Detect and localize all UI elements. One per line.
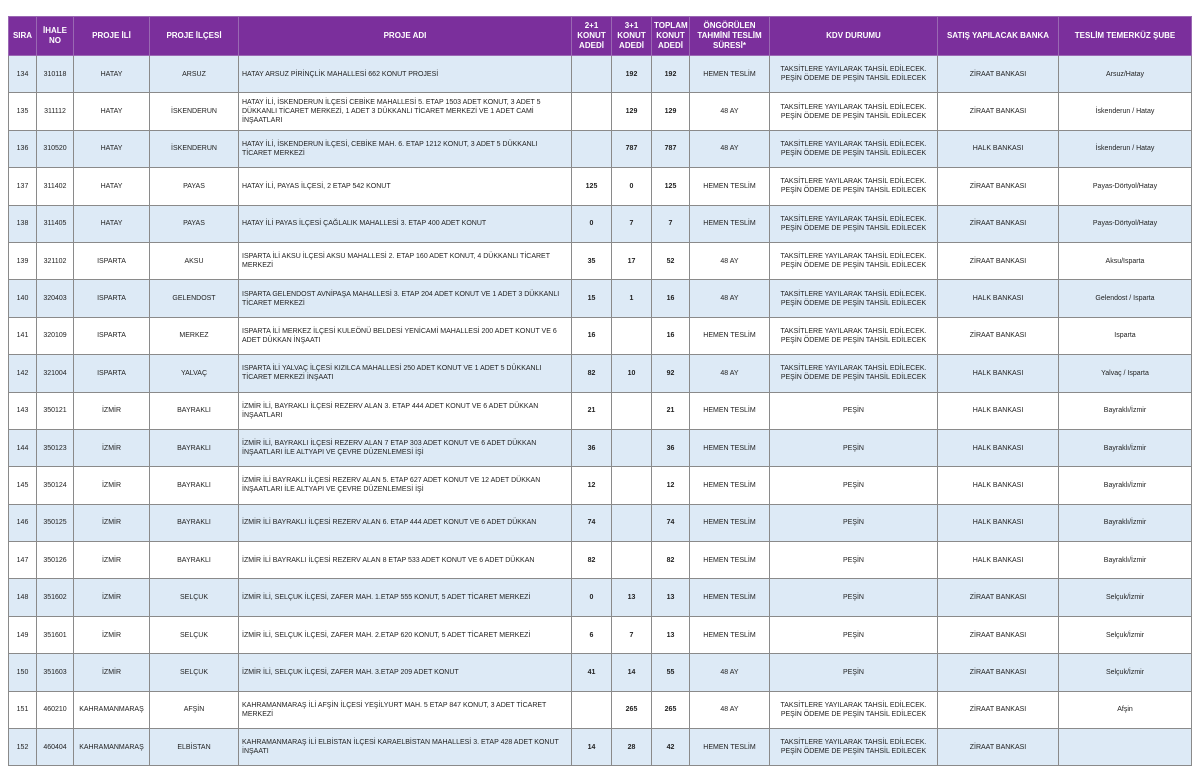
cell-kdv-durumu: PEŞİN (770, 429, 938, 466)
cell-proje-ilcesi: AKSU (150, 242, 239, 279)
cell-sira: 149 (9, 616, 37, 653)
cell-3-1-konut: 7 (612, 616, 652, 653)
cell-sira: 147 (9, 542, 37, 579)
cell-ihale-no: 311112 (37, 93, 74, 130)
cell-teslim-subesi: Aksu/Isparta (1059, 242, 1192, 279)
cell-toplam-konut: 16 (652, 317, 690, 354)
housing-project-table (8, 16, 1192, 766)
cell-3-1-konut: 17 (612, 242, 652, 279)
cell-sira: 150 (9, 654, 37, 691)
cell-ihale-no: 351603 (37, 654, 74, 691)
cell-teslim-subesi (1059, 729, 1192, 766)
cell-ihale-no: 320403 (37, 280, 74, 317)
cell-kdv-durumu: PEŞİN (770, 392, 938, 429)
cell-proje-ilcesi: İSKENDERUN (150, 130, 239, 167)
cell-2-1-konut: 125 (572, 168, 612, 205)
cell-sira: 146 (9, 504, 37, 541)
header-kdv-durumu: KDV DURUMU (770, 17, 938, 56)
cell-toplam-konut: 92 (652, 355, 690, 392)
table-row (9, 616, 1192, 653)
cell-teslim-suresi: HEMEN TESLİM (690, 429, 770, 466)
cell-proje-ili: HATAY (74, 205, 150, 242)
cell-teslim-suresi: HEMEN TESLİM (690, 467, 770, 504)
cell-teslim-subesi: Payas-Dörtyol/Hatay (1059, 168, 1192, 205)
cell-proje-ilcesi: ARSUZ (150, 56, 239, 93)
table-row (9, 317, 1192, 354)
cell-3-1-konut: 13 (612, 579, 652, 616)
cell-proje-ilcesi: BAYRAKLI (150, 392, 239, 429)
header-ihale-no: İHALE NO (37, 17, 74, 56)
header-satis-bankasi: SATIŞ YAPILACAK BANKA (938, 17, 1059, 56)
cell-proje-ili: HATAY (74, 168, 150, 205)
cell-proje-adi: İZMİR İLİ BAYRAKLI İLÇESİ REZERV ALAN 6. ETAP 444 ADET KONUT VE 6 ADET DÜKKAN (239, 504, 572, 541)
cell-ihale-no: 320109 (37, 317, 74, 354)
cell-2-1-konut (572, 691, 612, 728)
cell-2-1-konut: 21 (572, 392, 612, 429)
cell-ihale-no: 350123 (37, 429, 74, 466)
cell-teslim-subesi: Bayraklı/İzmir (1059, 429, 1192, 466)
cell-sira: 134 (9, 56, 37, 93)
housing-project-table-wrapper (8, 16, 1192, 766)
cell-toplam-konut: 265 (652, 691, 690, 728)
table-row (9, 691, 1192, 728)
cell-2-1-konut: 82 (572, 355, 612, 392)
table-row (9, 654, 1192, 691)
cell-sira: 148 (9, 579, 37, 616)
cell-teslim-subesi: Arsuz/Hatay (1059, 56, 1192, 93)
cell-proje-ili: İZMİR (74, 504, 150, 541)
cell-satis-bankasi: ZİRAAT BANKASI (938, 729, 1059, 766)
cell-3-1-konut: 28 (612, 729, 652, 766)
cell-3-1-konut (612, 317, 652, 354)
cell-3-1-konut (612, 467, 652, 504)
cell-proje-ili: ISPARTA (74, 280, 150, 317)
cell-proje-ili: HATAY (74, 56, 150, 93)
table-row (9, 429, 1192, 466)
cell-satis-bankasi: HALK BANKASI (938, 542, 1059, 579)
cell-proje-ilcesi: BAYRAKLI (150, 467, 239, 504)
cell-kdv-durumu: TAKSİTLERE YAYILARAK TAHSİL EDİLECEK. PEŞİN ÖDEME DE PEŞİN TAHSİL EDİLECEK (770, 729, 938, 766)
cell-sira: 144 (9, 429, 37, 466)
cell-teslim-subesi: Bayraklı/İzmir (1059, 467, 1192, 504)
cell-3-1-konut: 1 (612, 280, 652, 317)
cell-teslim-subesi: Selçuk/İzmir (1059, 654, 1192, 691)
cell-proje-ili: HATAY (74, 130, 150, 167)
cell-proje-adi: HATAY İLİ, İSKENDERUN İLÇESİ CEBİKE MAHALLESİ 5. ETAP 1503 ADET KONUT, 3 ADET 5 DÜKKANLI TİCARET MERKEZİ, 1 ADET 3 DÜKKANLI TİCARET MERKEZİ VE 1 ADET CAMİ İNŞAATLARI (239, 93, 572, 130)
cell-proje-ili: ISPARTA (74, 242, 150, 279)
cell-3-1-konut: 14 (612, 654, 652, 691)
cell-satis-bankasi: ZİRAAT BANKASI (938, 579, 1059, 616)
cell-teslim-subesi: Isparta (1059, 317, 1192, 354)
cell-sira: 142 (9, 355, 37, 392)
cell-kdv-durumu: TAKSİTLERE YAYILARAK TAHSİL EDİLECEK. PEŞİN ÖDEME DE PEŞİN TAHSİL EDİLECEK (770, 168, 938, 205)
cell-2-1-konut: 41 (572, 654, 612, 691)
cell-satis-bankasi: ZİRAAT BANKASI (938, 654, 1059, 691)
cell-teslim-suresi: HEMEN TESLİM (690, 504, 770, 541)
cell-2-1-konut: 14 (572, 729, 612, 766)
cell-satis-bankasi: HALK BANKASI (938, 504, 1059, 541)
cell-kdv-durumu: TAKSİTLERE YAYILARAK TAHSİL EDİLECEK. PEŞİN ÖDEME DE PEŞİN TAHSİL EDİLECEK (770, 280, 938, 317)
cell-toplam-konut: 74 (652, 504, 690, 541)
cell-kdv-durumu: TAKSİTLERE YAYILARAK TAHSİL EDİLECEK. PEŞİN ÖDEME DE PEŞİN TAHSİL EDİLECEK (770, 355, 938, 392)
cell-kdv-durumu: PEŞİN (770, 542, 938, 579)
cell-ihale-no: 321102 (37, 242, 74, 279)
cell-3-1-konut: 0 (612, 168, 652, 205)
cell-proje-ili: KAHRAMANMARAŞ (74, 729, 150, 766)
header-teslim-suresi: ÖNGÖRÜLEN TAHMİNİ TESLİM SÜRESİ* (690, 17, 770, 56)
cell-satis-bankasi: HALK BANKASI (938, 280, 1059, 317)
cell-teslim-subesi: Payas-Dörtyol/Hatay (1059, 205, 1192, 242)
cell-ihale-no: 350125 (37, 504, 74, 541)
cell-3-1-konut (612, 429, 652, 466)
cell-2-1-konut: 0 (572, 579, 612, 616)
cell-satis-bankasi: ZİRAAT BANKASI (938, 93, 1059, 130)
table-body (9, 56, 1192, 766)
cell-teslim-subesi: Gelendost / Isparta (1059, 280, 1192, 317)
cell-proje-ilcesi: ELBİSTAN (150, 729, 239, 766)
header-toplam-konut-adedi: TOPLAM KONUT ADEDİ (652, 17, 690, 56)
table-row (9, 130, 1192, 167)
cell-toplam-konut: 12 (652, 467, 690, 504)
cell-satis-bankasi: HALK BANKASI (938, 392, 1059, 429)
cell-proje-ilcesi: İSKENDERUN (150, 93, 239, 130)
cell-3-1-konut (612, 392, 652, 429)
cell-kdv-durumu: TAKSİTLERE YAYILARAK TAHSİL EDİLECEK. PEŞİN ÖDEME DE PEŞİN TAHSİL EDİLECEK (770, 317, 938, 354)
cell-proje-ilcesi: PAYAS (150, 205, 239, 242)
header-proje-ilcesi: PROJE İLÇESİ (150, 17, 239, 56)
cell-proje-ilcesi: SELÇUK (150, 579, 239, 616)
cell-ihale-no: 311402 (37, 168, 74, 205)
cell-ihale-no: 351601 (37, 616, 74, 653)
cell-toplam-konut: 36 (652, 429, 690, 466)
cell-proje-ilcesi: SELÇUK (150, 616, 239, 653)
cell-sira: 152 (9, 729, 37, 766)
cell-kdv-durumu: PEŞİN (770, 654, 938, 691)
cell-2-1-konut: 82 (572, 542, 612, 579)
table-row (9, 542, 1192, 579)
cell-teslim-suresi: 48 AY (690, 355, 770, 392)
table-row (9, 579, 1192, 616)
cell-proje-adi: KAHRAMANMARAŞ İLİ ELBİSTAN İLÇESİ KARAELBİSTAN MAHALLESİ 3. ETAP 428 ADET KONUT İNŞAATI (239, 729, 572, 766)
table-row (9, 205, 1192, 242)
cell-teslim-subesi: Selçuk/İzmir (1059, 616, 1192, 653)
cell-toplam-konut: 52 (652, 242, 690, 279)
header-2-1-konut-adedi: 2+1 KONUT ADEDİ (572, 17, 612, 56)
cell-teslim-subesi: Bayraklı/İzmir (1059, 504, 1192, 541)
cell-teslim-suresi: 48 AY (690, 130, 770, 167)
cell-toplam-konut: 13 (652, 579, 690, 616)
cell-3-1-konut: 192 (612, 56, 652, 93)
cell-toplam-konut: 129 (652, 93, 690, 130)
cell-3-1-konut: 787 (612, 130, 652, 167)
cell-proje-ili: İZMİR (74, 542, 150, 579)
cell-kdv-durumu: PEŞİN (770, 504, 938, 541)
table-row (9, 392, 1192, 429)
cell-ihale-no: 460210 (37, 691, 74, 728)
table-row (9, 168, 1192, 205)
cell-2-1-konut: 35 (572, 242, 612, 279)
cell-toplam-konut: 16 (652, 280, 690, 317)
cell-teslim-subesi: İskenderun / Hatay (1059, 130, 1192, 167)
cell-proje-adi: HATAY İLİ PAYAS İLÇESİ ÇAĞLALIK MAHALLESİ 3. ETAP 400 ADET KONUT (239, 205, 572, 242)
cell-2-1-konut: 12 (572, 467, 612, 504)
cell-teslim-subesi: Afşin (1059, 691, 1192, 728)
cell-proje-adi: HATAY İLİ, PAYAS İLÇESİ, 2 ETAP 542 KONUT (239, 168, 572, 205)
cell-toplam-konut: 787 (652, 130, 690, 167)
cell-proje-adi: İZMİR İLİ, BAYRAKLI İLÇESİ REZERV ALAN 7 ETAP 303 ADET KONUT VE 6 ADET DÜKKAN İNŞAATLARI İLE ALTYAPI VE ÇEVRE DÜZENLEMESİ İŞİ (239, 429, 572, 466)
cell-ihale-no: 460404 (37, 729, 74, 766)
cell-toplam-konut: 55 (652, 654, 690, 691)
cell-kdv-durumu: TAKSİTLERE YAYILARAK TAHSİL EDİLECEK. PEŞİN ÖDEME DE PEŞİN TAHSİL EDİLECEK (770, 93, 938, 130)
cell-2-1-konut: 36 (572, 429, 612, 466)
cell-proje-ilcesi: GELENDOST (150, 280, 239, 317)
cell-satis-bankasi: ZİRAAT BANKASI (938, 56, 1059, 93)
cell-teslim-suresi: HEMEN TESLİM (690, 168, 770, 205)
cell-teslim-subesi: Bayraklı/İzmir (1059, 392, 1192, 429)
cell-teslim-suresi: 48 AY (690, 654, 770, 691)
cell-teslim-suresi: HEMEN TESLİM (690, 616, 770, 653)
cell-sira: 143 (9, 392, 37, 429)
cell-ihale-no: 350121 (37, 392, 74, 429)
cell-satis-bankasi: HALK BANKASI (938, 429, 1059, 466)
cell-proje-ilcesi: BAYRAKLI (150, 542, 239, 579)
cell-satis-bankasi: ZİRAAT BANKASI (938, 691, 1059, 728)
cell-teslim-suresi: HEMEN TESLİM (690, 56, 770, 93)
cell-proje-ili: ISPARTA (74, 317, 150, 354)
cell-toplam-konut: 7 (652, 205, 690, 242)
cell-teslim-suresi: HEMEN TESLİM (690, 205, 770, 242)
cell-toplam-konut: 192 (652, 56, 690, 93)
cell-teslim-suresi: HEMEN TESLİM (690, 579, 770, 616)
cell-toplam-konut: 42 (652, 729, 690, 766)
cell-toplam-konut: 82 (652, 542, 690, 579)
cell-proje-adi: İZMİR İLİ BAYRAKLI İLÇESİ REZERV ALAN 8 ETAP 533 ADET KONUT VE 6 ADET DÜKKAN (239, 542, 572, 579)
cell-satis-bankasi: ZİRAAT BANKASI (938, 205, 1059, 242)
table-row (9, 93, 1192, 130)
cell-proje-adi: İZMİR İLİ BAYRAKLI İLÇESİ REZERV ALAN 5. ETAP 627 ADET KONUT VE 12 ADET DÜKKAN İNŞAATLARI İLE ALTYAPI VE ÇEVRE DÜZENLEMESİ İŞİ (239, 467, 572, 504)
cell-kdv-durumu: TAKSİTLERE YAYILARAK TAHSİL EDİLECEK. PEŞİN ÖDEME DE PEŞİN TAHSİL EDİLECEK (770, 205, 938, 242)
header-3-1-konut-adedi: 3+1 KONUT ADEDİ (612, 17, 652, 56)
cell-3-1-konut: 10 (612, 355, 652, 392)
cell-teslim-suresi: HEMEN TESLİM (690, 542, 770, 579)
cell-sira: 135 (9, 93, 37, 130)
table-row (9, 280, 1192, 317)
header-proje-adi: PROJE ADI (239, 17, 572, 56)
cell-ihale-no: 351602 (37, 579, 74, 616)
cell-proje-adi: İZMİR İLİ, SELÇUK İLÇESİ, ZAFER MAH. 3.ETAP 209 ADET KONUT (239, 654, 572, 691)
cell-ihale-no: 311405 (37, 205, 74, 242)
cell-proje-adi: İZMİR İLİ, BAYRAKLI İLÇESİ REZERV ALAN 3. ETAP 444 ADET KONUT VE 6 ADET DÜKKAN İNŞAATLARI (239, 392, 572, 429)
cell-satis-bankasi: HALK BANKASI (938, 130, 1059, 167)
cell-proje-adi: ISPARTA GELENDOST AVNİPAŞA MAHALLESİ 3. ETAP 204 ADET KONUT VE 1 ADET 3 DÜKKANLI TİCARET MERKEZİ (239, 280, 572, 317)
cell-ihale-no: 321004 (37, 355, 74, 392)
table-row (9, 355, 1192, 392)
cell-teslim-suresi: 48 AY (690, 280, 770, 317)
cell-proje-ilcesi: SELÇUK (150, 654, 239, 691)
cell-kdv-durumu: TAKSİTLERE YAYILARAK TAHSİL EDİLECEK. PEŞİN ÖDEME DE PEŞİN TAHSİL EDİLECEK (770, 691, 938, 728)
table-row (9, 242, 1192, 279)
cell-sira: 138 (9, 205, 37, 242)
cell-proje-ili: KAHRAMANMARAŞ (74, 691, 150, 728)
cell-teslim-subesi: İskenderun / Hatay (1059, 93, 1192, 130)
cell-satis-bankasi: ZİRAAT BANKASI (938, 242, 1059, 279)
cell-proje-ili: İZMİR (74, 392, 150, 429)
cell-3-1-konut (612, 504, 652, 541)
cell-proje-ili: İZMİR (74, 429, 150, 466)
cell-proje-adi: İZMİR İLİ, SELÇUK İLÇESİ, ZAFER MAH. 1.ETAP 555 KONUT, 5 ADET TİCARET MERKEZİ (239, 579, 572, 616)
cell-proje-ilcesi: BAYRAKLI (150, 504, 239, 541)
cell-proje-adi: HATAY İLİ, İSKENDERUN İLÇESİ, CEBİKE MAH. 6. ETAP 1212 KONUT, 3 ADET 5 DÜKKANLI TİCARET MERKEZİ (239, 130, 572, 167)
cell-kdv-durumu: TAKSİTLERE YAYILARAK TAHSİL EDİLECEK. PEŞİN ÖDEME DE PEŞİN TAHSİL EDİLECEK (770, 242, 938, 279)
cell-proje-adi: ISPARTA İLİ MERKEZ İLÇESİ KULEÖNÜ BELDESİ YENİCAMİ MAHALLESİ 200 ADET KONUT VE 6 ADET DÜKKAN İNŞAATI (239, 317, 572, 354)
cell-kdv-durumu: TAKSİTLERE YAYILARAK TAHSİL EDİLECEK. PEŞİN ÖDEME DE PEŞİN TAHSİL EDİLECEK (770, 56, 938, 93)
header-proje-ili: PROJE İLİ (74, 17, 150, 56)
cell-sira: 141 (9, 317, 37, 354)
header-teslim-subesi: TESLİM TEMERKÜZ ŞUBE (1059, 17, 1192, 56)
cell-proje-adi: İZMİR İLİ, SELÇUK İLÇESİ, ZAFER MAH. 2.ETAP 620 KONUT, 5 ADET TİCARET MERKEZİ (239, 616, 572, 653)
cell-teslim-suresi: 48 AY (690, 691, 770, 728)
cell-proje-ilcesi: YALVAÇ (150, 355, 239, 392)
cell-teslim-subesi: Selçuk/İzmir (1059, 579, 1192, 616)
cell-proje-ilcesi: PAYAS (150, 168, 239, 205)
cell-ihale-no: 350126 (37, 542, 74, 579)
header-row (9, 17, 1192, 56)
cell-proje-adi: ISPARTA İLİ AKSU İLÇESİ AKSU MAHALLESİ 2. ETAP 160 ADET KONUT, 4 DÜKKANLI TİCARET MERKEZİ (239, 242, 572, 279)
cell-sira: 151 (9, 691, 37, 728)
cell-satis-bankasi: ZİRAAT BANKASI (938, 168, 1059, 205)
cell-3-1-konut: 129 (612, 93, 652, 130)
cell-sira: 140 (9, 280, 37, 317)
cell-satis-bankasi: ZİRAAT BANKASI (938, 616, 1059, 653)
cell-sira: 139 (9, 242, 37, 279)
cell-3-1-konut (612, 542, 652, 579)
cell-2-1-konut: 74 (572, 504, 612, 541)
cell-proje-ili: İZMİR (74, 467, 150, 504)
cell-proje-ili: HATAY (74, 93, 150, 130)
cell-proje-ilcesi: BAYRAKLI (150, 429, 239, 466)
cell-proje-adi: ISPARTA İLİ YALVAÇ İLÇESİ KIZILCA MAHALLESİ 250 ADET KONUT VE 1 ADET 5 DÜKKANLI TİCARET MERKEZİ İNŞAATI (239, 355, 572, 392)
cell-teslim-suresi: HEMEN TESLİM (690, 392, 770, 429)
cell-teslim-subesi: Bayraklı/İzmir (1059, 542, 1192, 579)
cell-kdv-durumu: PEŞİN (770, 616, 938, 653)
cell-proje-ili: ISPARTA (74, 355, 150, 392)
cell-ihale-no: 310118 (37, 56, 74, 93)
cell-2-1-konut: 16 (572, 317, 612, 354)
cell-sira: 136 (9, 130, 37, 167)
table-row (9, 467, 1192, 504)
table-row (9, 56, 1192, 93)
cell-ihale-no: 310520 (37, 130, 74, 167)
cell-2-1-konut (572, 56, 612, 93)
table-row (9, 504, 1192, 541)
cell-proje-ilcesi: MERKEZ (150, 317, 239, 354)
cell-2-1-konut: 6 (572, 616, 612, 653)
cell-satis-bankasi: HALK BANKASI (938, 467, 1059, 504)
cell-3-1-konut: 7 (612, 205, 652, 242)
cell-proje-ili: İZMİR (74, 616, 150, 653)
cell-proje-ili: İZMİR (74, 579, 150, 616)
cell-proje-adi: KAHRAMANMARAŞ İLİ AFŞİN İLÇESİ YEŞİLYURT MAH. 5 ETAP 847 KONUT, 3 ADET TİCARET MERKEZİ (239, 691, 572, 728)
cell-teslim-subesi: Yalvaç / Isparta (1059, 355, 1192, 392)
cell-teslim-suresi: HEMEN TESLİM (690, 729, 770, 766)
cell-teslim-suresi: HEMEN TESLİM (690, 317, 770, 354)
cell-2-1-konut (572, 93, 612, 130)
cell-sira: 145 (9, 467, 37, 504)
cell-proje-ili: İZMİR (74, 654, 150, 691)
cell-kdv-durumu: TAKSİTLERE YAYILARAK TAHSİL EDİLECEK. PEŞİN ÖDEME DE PEŞİN TAHSİL EDİLECEK (770, 130, 938, 167)
cell-proje-ilcesi: AFŞİN (150, 691, 239, 728)
cell-kdv-durumu: PEŞİN (770, 579, 938, 616)
table-row (9, 729, 1192, 766)
cell-toplam-konut: 125 (652, 168, 690, 205)
cell-satis-bankasi: HALK BANKASI (938, 355, 1059, 392)
cell-proje-adi: HATAY ARSUZ PİRİNÇLİK MAHALLESİ 662 KONUT PROJESİ (239, 56, 572, 93)
cell-teslim-suresi: 48 AY (690, 93, 770, 130)
cell-ihale-no: 350124 (37, 467, 74, 504)
cell-3-1-konut: 265 (612, 691, 652, 728)
cell-teslim-suresi: 48 AY (690, 242, 770, 279)
cell-toplam-konut: 13 (652, 616, 690, 653)
cell-2-1-konut (572, 130, 612, 167)
cell-toplam-konut: 21 (652, 392, 690, 429)
header-sira: SIRA (9, 17, 37, 56)
cell-2-1-konut: 15 (572, 280, 612, 317)
cell-satis-bankasi: ZİRAAT BANKASI (938, 317, 1059, 354)
cell-sira: 137 (9, 168, 37, 205)
cell-2-1-konut: 0 (572, 205, 612, 242)
table-header (9, 17, 1192, 56)
cell-kdv-durumu: PEŞİN (770, 467, 938, 504)
